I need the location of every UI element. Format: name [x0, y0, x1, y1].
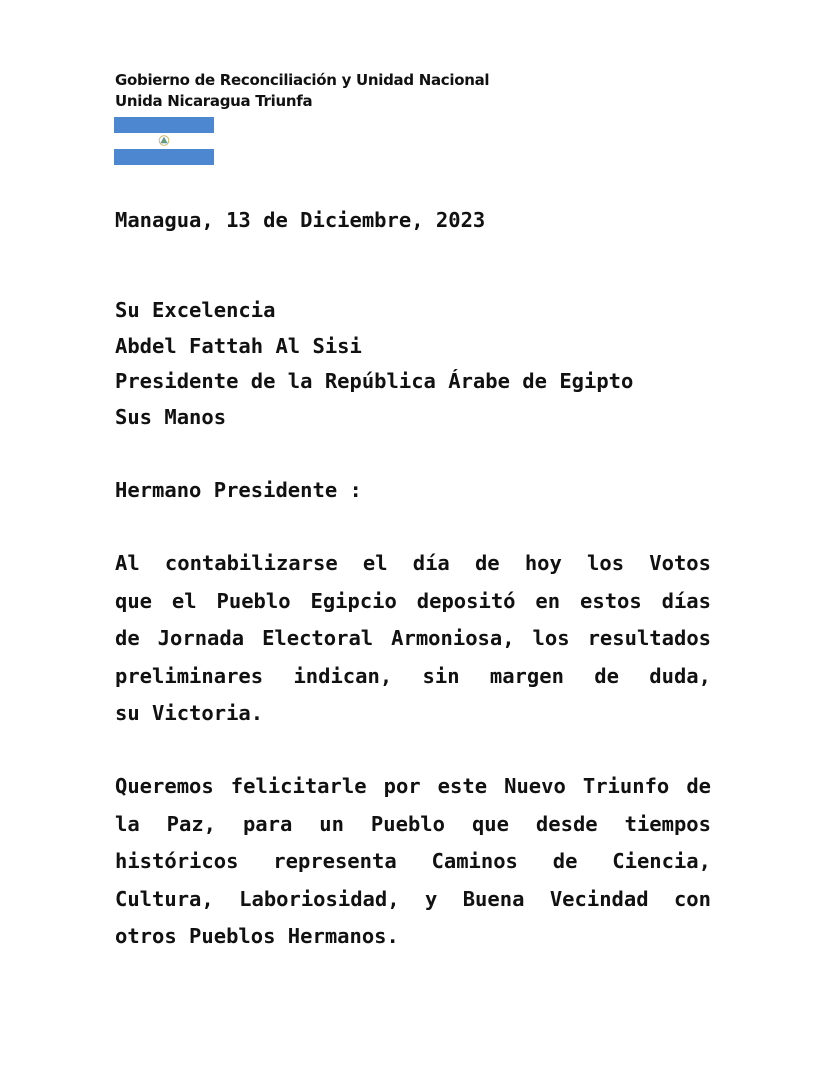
addressee-line: Abdel Fattah Al Sisi: [115, 333, 362, 358]
addressee-line: Sus Manos: [115, 404, 227, 429]
paragraph-2: [115, 768, 711, 956]
paragraph-line: Cultura, Laboriosidad, y Buena Vecindad con: [115, 886, 711, 911]
paragraph-line: que el Pueblo Egipcio depositó en estos días: [115, 588, 711, 613]
paragraph-line: la Paz, para un Pueblo que desde tiempos: [115, 811, 711, 836]
flag-top-band: [114, 117, 214, 133]
nicaragua-flag-icon: [114, 117, 214, 165]
salutation: Hermano Presidente :: [115, 478, 362, 502]
addressee-block: [115, 293, 633, 435]
paragraph-1: [115, 545, 711, 733]
flag-middle-band: [114, 133, 214, 149]
addressee-line: Su Excelencia: [115, 298, 276, 322]
letterhead: [115, 70, 489, 112]
letterhead-slogan: Unida Nicaragua Triunfa: [115, 92, 313, 110]
paragraph-line: Al contabilizarse el día de hoy los Votos: [115, 551, 711, 575]
paragraph-line: Queremos felicitarle por este Nuevo Triunfo de: [115, 774, 711, 798]
paragraph-line: otros Pueblos Hermanos.: [115, 924, 399, 948]
letterhead-government-name: Gobierno de Reconciliación y Unidad Nacional: [115, 71, 490, 89]
letter-date: Managua, 13 de Diciembre, 2023: [115, 208, 486, 232]
paragraph-line: preliminares indican, sin margen de duda,: [115, 663, 711, 688]
addressee-line: Presidente de la República Árabe de Egipto: [115, 369, 634, 393]
paragraph-line: históricos representa Caminos de Ciencia,: [115, 849, 711, 873]
paragraph-line: de Jornada Electoral Armoniosa, los resultados: [115, 626, 711, 650]
flag-bottom-band: [114, 149, 214, 165]
coat-of-arms-icon: [158, 135, 170, 146]
paragraph-line: su Victoria.: [115, 701, 264, 725]
